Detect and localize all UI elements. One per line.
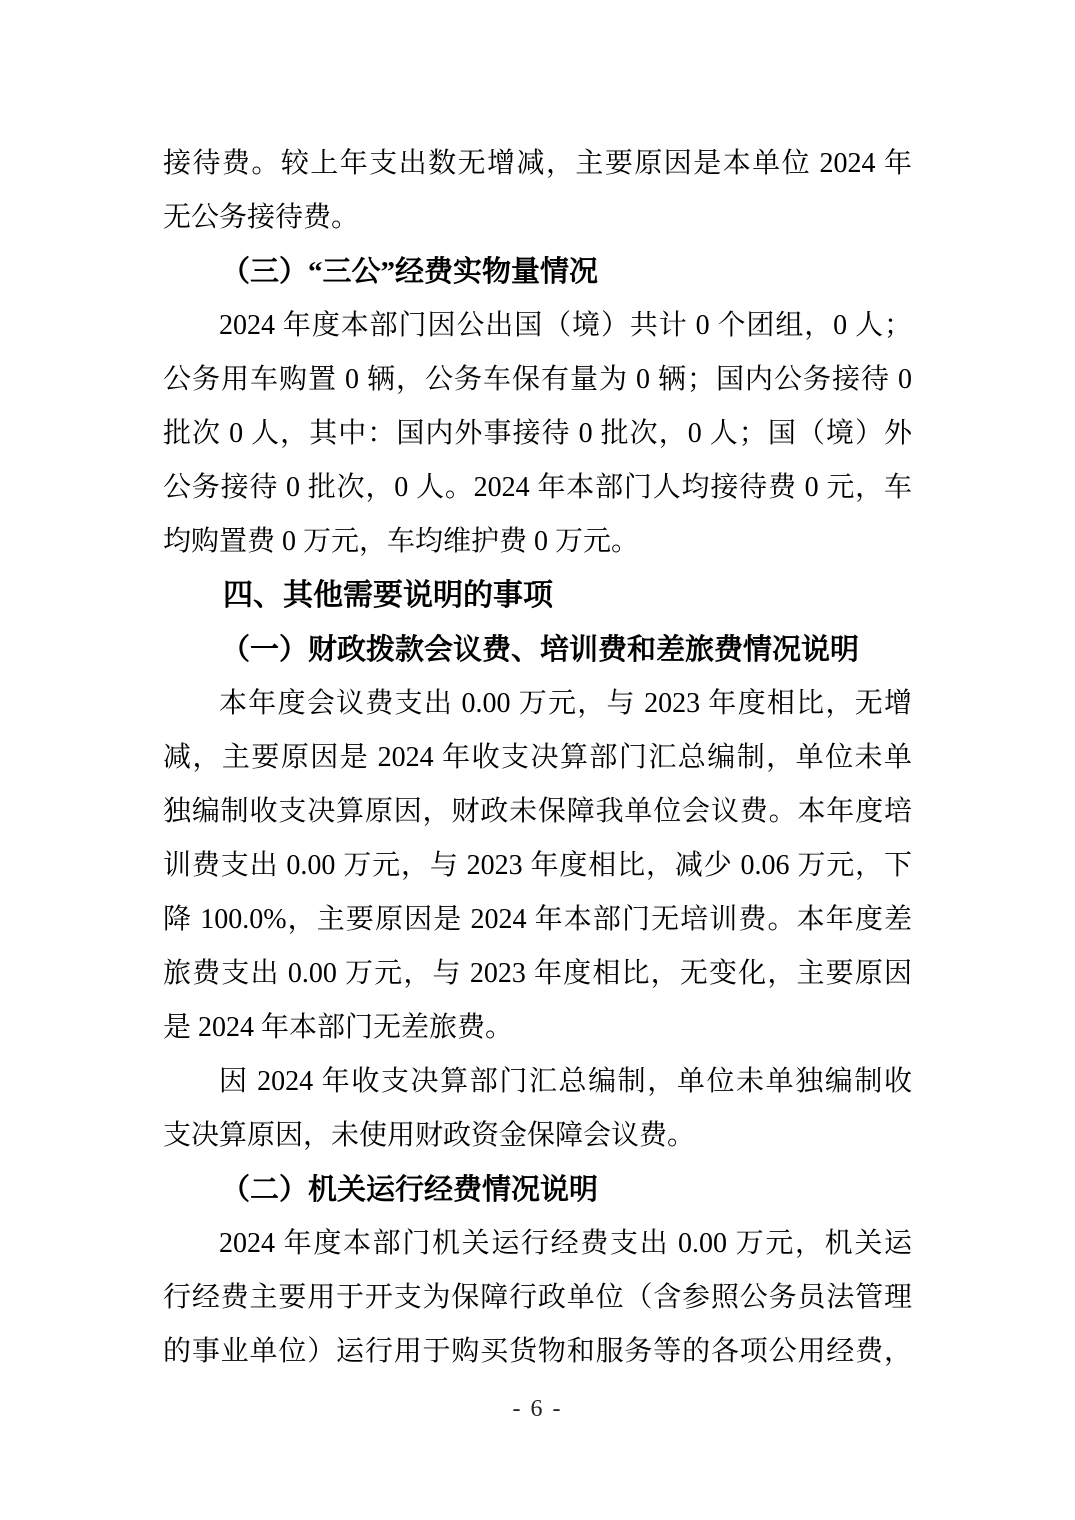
page-number: - 6 - xyxy=(512,1396,563,1422)
body-line: 减，主要原因是 2024 年收支决算部门汇总编制，单位未单 xyxy=(163,742,912,773)
body-line: 降 100.0%，主要原因是 2024 年本部门无培训费。本年度差 xyxy=(163,904,912,935)
body-line: 训费支出 0.00 万元，与 2023 年度相比，减少 0.06 万元，下 xyxy=(163,850,912,881)
body-line: 无公务接待费。 xyxy=(163,202,360,233)
body-line: 公务接待 0 批次，0 人。2024 年本部门人均接待费 0 元，车 xyxy=(163,472,912,503)
subsection-heading: （三）“三公”经费实物量情况 xyxy=(221,256,599,288)
subsection-heading: （二）机关运行经费情况说明 xyxy=(221,1174,599,1206)
body-line: 均购置费 0 万元，车均维护费 0 万元。 xyxy=(163,526,640,557)
body-line: 支决算原因，未使用财政资金保障会议费。 xyxy=(163,1120,696,1151)
document-body xyxy=(163,137,912,1379)
body-line: 因 2024 年收支决算部门汇总编制，单位未单独编制收 xyxy=(219,1066,912,1097)
body-line: 本年度会议费支出 0.00 万元，与 2023 年度相比，无增 xyxy=(219,688,912,719)
body-line: 公务用车购置 0 辆，公务车保有量为 0 辆；国内公务接待 0 xyxy=(163,364,912,395)
body-line: 批次 0 人，其中：国内外事接待 0 批次，0 人；国（境）外 xyxy=(163,418,912,449)
body-line: 旅费支出 0.00 万元，与 2023 年度相比，无变化，主要原因 xyxy=(163,958,912,989)
body-line: 的事业单位）运行用于购买货物和服务等的各项公用经费， xyxy=(163,1336,912,1367)
body-line: 是 2024 年本部门无差旅费。 xyxy=(163,1012,514,1043)
body-line: 接待费。较上年支出数无增减，主要原因是本单位 2024 年 xyxy=(163,148,912,179)
section-heading: 四、其他需要说明的事项 xyxy=(223,579,553,612)
body-line: 2024 年度本部门因公出国（境）共计 0 个团组，0 人； xyxy=(219,310,912,341)
subsection-heading: （一）财政拨款会议费、培训费和差旅费情况说明 xyxy=(221,634,860,666)
body-line: 行经费主要用于开支为保障行政单位（含参照公务员法管理 xyxy=(163,1282,912,1313)
body-line: 独编制收支决算原因，财政未保障我单位会议费。本年度培 xyxy=(163,796,912,827)
body-line: 2024 年度本部门机关运行经费支出 0.00 万元，机关运 xyxy=(219,1228,912,1259)
